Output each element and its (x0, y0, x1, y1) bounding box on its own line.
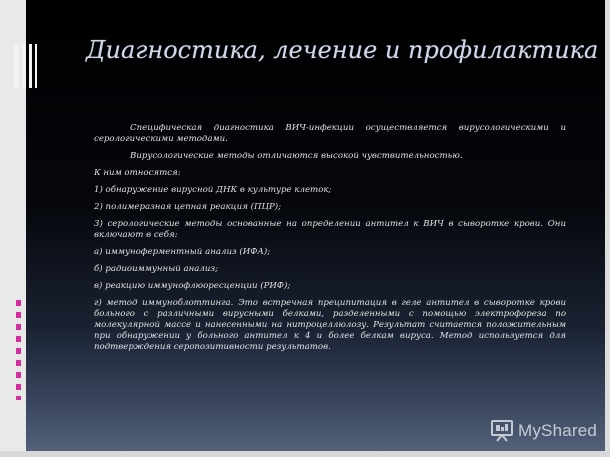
accent-strip (16, 300, 21, 400)
paragraph-intro: Специфическая диагностика ВИЧ-инфекции осуществляется вирусологическими и серологическими методами. (94, 123, 566, 144)
slide-title: Диагностика, лечение и профилактика (86, 36, 599, 64)
list-item-ifa: а) иммуноферментный анализ (ИФА); (94, 247, 271, 257)
paragraph-virological: Вирусологические методы отличаются высокой чувствительностью. (130, 151, 463, 161)
decorative-bar (29, 44, 32, 88)
list-item-pcr: 2) полимеразная цепная реакция (ПЦР); (94, 202, 281, 212)
list-item-serological: 3) серологические методы основанные на определении антител к ВИЧ в сыворотке крови. Они включают в себя: (94, 219, 566, 240)
slide-right-frame (605, 0, 610, 457)
list-item-immunoblotting: г) метод иммуноблоттинга. Это встречная преципитация в геле антител в сыворотке крови больного с различными вирусными белками, разделенными с помощью электрофореза по молекулярной массе и нанесенными на нитроцеллюлозу. Результат считается положительным при обнаружении у больного антител к 4 и более белкам вируса. Метод используется для подтверждения серопозитивности результатов. (94, 298, 566, 352)
list-item-rif: в) реакцию иммунофлюоресценции (РИФ); (94, 281, 291, 291)
decorative-bars (14, 44, 54, 88)
list-item-radioimmune: б) радиоиммунный анализ; (94, 264, 218, 274)
decorative-bar (35, 44, 37, 88)
decorative-bar (14, 44, 19, 88)
myshared-watermark (490, 418, 597, 444)
list-item-dna: 1) обнаружение вирусной ДНК в культуре клеток; (94, 185, 332, 195)
slide-bottom-frame (0, 451, 610, 457)
slide-body (94, 123, 566, 359)
decorative-bar (22, 44, 26, 88)
projector-screen-icon (490, 419, 514, 443)
watermark-text: MyShared (518, 421, 598, 440)
paragraph-list-intro: К ним относятся: (94, 168, 181, 178)
